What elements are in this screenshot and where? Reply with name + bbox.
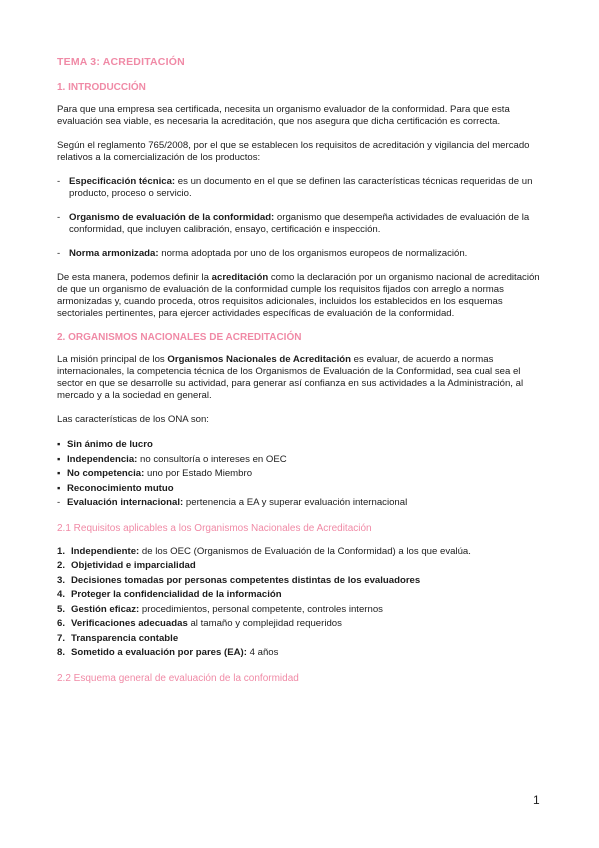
section-2-heading: 2. ORGANISMOS NACIONALES DE ACREDITACIÓN bbox=[57, 332, 302, 343]
bullet-marker: - bbox=[57, 497, 61, 508]
requirement-text: al tamaño y complejidad requeridos bbox=[187, 618, 342, 629]
requirement-term: Gestión eficaz: bbox=[71, 603, 140, 615]
requirement-item bbox=[57, 603, 547, 618]
item-number: 4. bbox=[57, 589, 66, 600]
paragraph-text: De esta manera, podemos definir la bbox=[57, 272, 212, 283]
definition-item bbox=[57, 248, 547, 260]
section-2-1-heading: 2.1 Requisitos aplicables a los Organismos Nacionales de Acreditación bbox=[57, 522, 372, 534]
bullet-marker: ▪ bbox=[57, 439, 61, 450]
definition-text: norma adoptada por uno de los organismos europeos de normalización. bbox=[158, 248, 468, 259]
requirement-item bbox=[57, 646, 547, 661]
bullet-marker: ▪ bbox=[57, 482, 61, 494]
characteristic-item bbox=[57, 482, 547, 497]
paragraph-text: como la declaración por un organismo nacional de acreditación de que un organismo de evaluación de la conformidad cumple los requisitos fijados con arreglo a normas armonizadas y, cuando proceda, otros requisitos adicionales, incluidos los establecidos en los esquemas sectoriales pertinentes, para ejercer actividades específicas de evaluación de la conformidad. bbox=[57, 272, 540, 319]
item-number: 7. bbox=[57, 632, 66, 644]
characteristic-item bbox=[57, 438, 547, 453]
requirement-term: Proteger la confidencialidad de la información bbox=[71, 589, 282, 600]
item-number: 1. bbox=[57, 545, 66, 557]
requirement-term: Independiente: bbox=[71, 545, 140, 557]
item-number: 3. bbox=[57, 574, 66, 586]
characteristic-item bbox=[57, 453, 547, 468]
bold-term: Organismos Nacionales de Acreditación bbox=[167, 354, 351, 365]
definition-term: Especificación técnica: bbox=[69, 176, 176, 187]
characteristic-term: Evaluación internacional: bbox=[67, 497, 184, 508]
item-number: 8. bbox=[57, 647, 66, 658]
characteristic-text: pertenencia a EA y superar evaluación internacional bbox=[183, 497, 408, 508]
definition-item bbox=[57, 212, 547, 236]
bullet-marker: ▪ bbox=[57, 468, 61, 479]
requirement-term: Objetividad e imparcialidad bbox=[71, 560, 196, 571]
requirement-term: Verificaciones adecuadas bbox=[71, 618, 188, 629]
characteristic-term: Independencia: bbox=[67, 453, 138, 465]
characteristic-term: Reconocimiento mutuo bbox=[67, 482, 174, 494]
document-page bbox=[57, 56, 547, 695]
characteristic-term: No competencia: bbox=[67, 468, 145, 479]
requirement-text: procedimientos, personal competente, controles internos bbox=[139, 603, 383, 615]
requirement-item bbox=[57, 632, 547, 647]
requirement-item bbox=[57, 617, 547, 632]
characteristic-term: Sin ánimo de lucro bbox=[67, 439, 153, 450]
accreditation-definition-paragraph bbox=[57, 272, 547, 320]
intro-paragraph-1: Para que una empresa sea certificada, necesita un organismo evaluador de la conformidad. Para que esta evaluación sea viable, es necesaria la acreditación, que nos asegura que dicha certificación es correcta. bbox=[57, 104, 510, 127]
definition-term: Organismo de evaluación de la conformidad: bbox=[69, 212, 275, 223]
item-number: 5. bbox=[57, 603, 66, 615]
section-2-2-heading: 2.2 Esquema general de evaluación de la conformidad bbox=[57, 672, 299, 684]
requirement-term: Sometido a evaluación por pares (EA): bbox=[71, 647, 247, 658]
item-number: 6. bbox=[57, 618, 66, 629]
requirement-text: 4 años bbox=[246, 647, 279, 658]
definitions-list bbox=[57, 176, 547, 260]
paragraph-text: es evaluar, de acuerdo a normas internacionales, la competencia técnica de los Organismos de Evaluación de la Conformidad, sea cual sea el sector en que se desarrolle su actividad, para generar así confianza en sus actividades a la Administración, al mercado y a la sociedad en general. bbox=[57, 354, 524, 401]
bullet-marker: ▪ bbox=[57, 453, 61, 465]
requirement-item bbox=[57, 588, 547, 603]
requirement-term: Transparencia contable bbox=[71, 632, 179, 644]
definition-term: Norma armonizada: bbox=[69, 248, 159, 259]
requirements-list bbox=[57, 545, 547, 661]
characteristic-item bbox=[57, 467, 547, 482]
characteristics-list bbox=[57, 438, 547, 511]
characteristic-text: no consultoría o intereses en OEC bbox=[137, 453, 287, 465]
definition-item bbox=[57, 176, 547, 200]
requirement-item bbox=[57, 545, 547, 560]
definition-text: es un documento en el que se definen las características técnicas requeridas de un producto, proceso o servicio. bbox=[69, 176, 533, 199]
characteristic-item bbox=[57, 496, 547, 511]
ona-mission-paragraph bbox=[57, 354, 547, 402]
ona-characteristics-intro: Las características de los ONA son: bbox=[57, 414, 209, 425]
doc-title: TEMA 3: ACREDITACIÓN bbox=[57, 56, 185, 68]
item-number: 2. bbox=[57, 560, 66, 571]
intro-paragraph-2: Según el reglamento 765/2008, por el que se establecen los requisitos de acreditación y vigilancia del mercado relativos a la comercialización de los productos: bbox=[57, 140, 530, 163]
requirement-text: de los OEC (Organismos de Evaluación de la Conformidad) a los que evalúa. bbox=[139, 545, 471, 557]
definition-text: organismo que desempeña actividades de evaluación de la conformidad, que incluyen calibración, ensayo, certificación e inspección. bbox=[69, 212, 530, 235]
characteristic-text: uno por Estado Miembro bbox=[144, 468, 253, 479]
requirement-item bbox=[57, 559, 547, 574]
requirement-item bbox=[57, 574, 547, 589]
requirement-term: Decisiones tomadas por personas competentes distintas de los evaluadores bbox=[71, 574, 421, 586]
section-1-heading: 1. INTRODUCCIÓN bbox=[57, 82, 146, 93]
page-number: 1 bbox=[533, 793, 540, 807]
paragraph-text: La misión principal de los bbox=[57, 354, 168, 365]
bold-term: acreditación bbox=[211, 272, 269, 283]
